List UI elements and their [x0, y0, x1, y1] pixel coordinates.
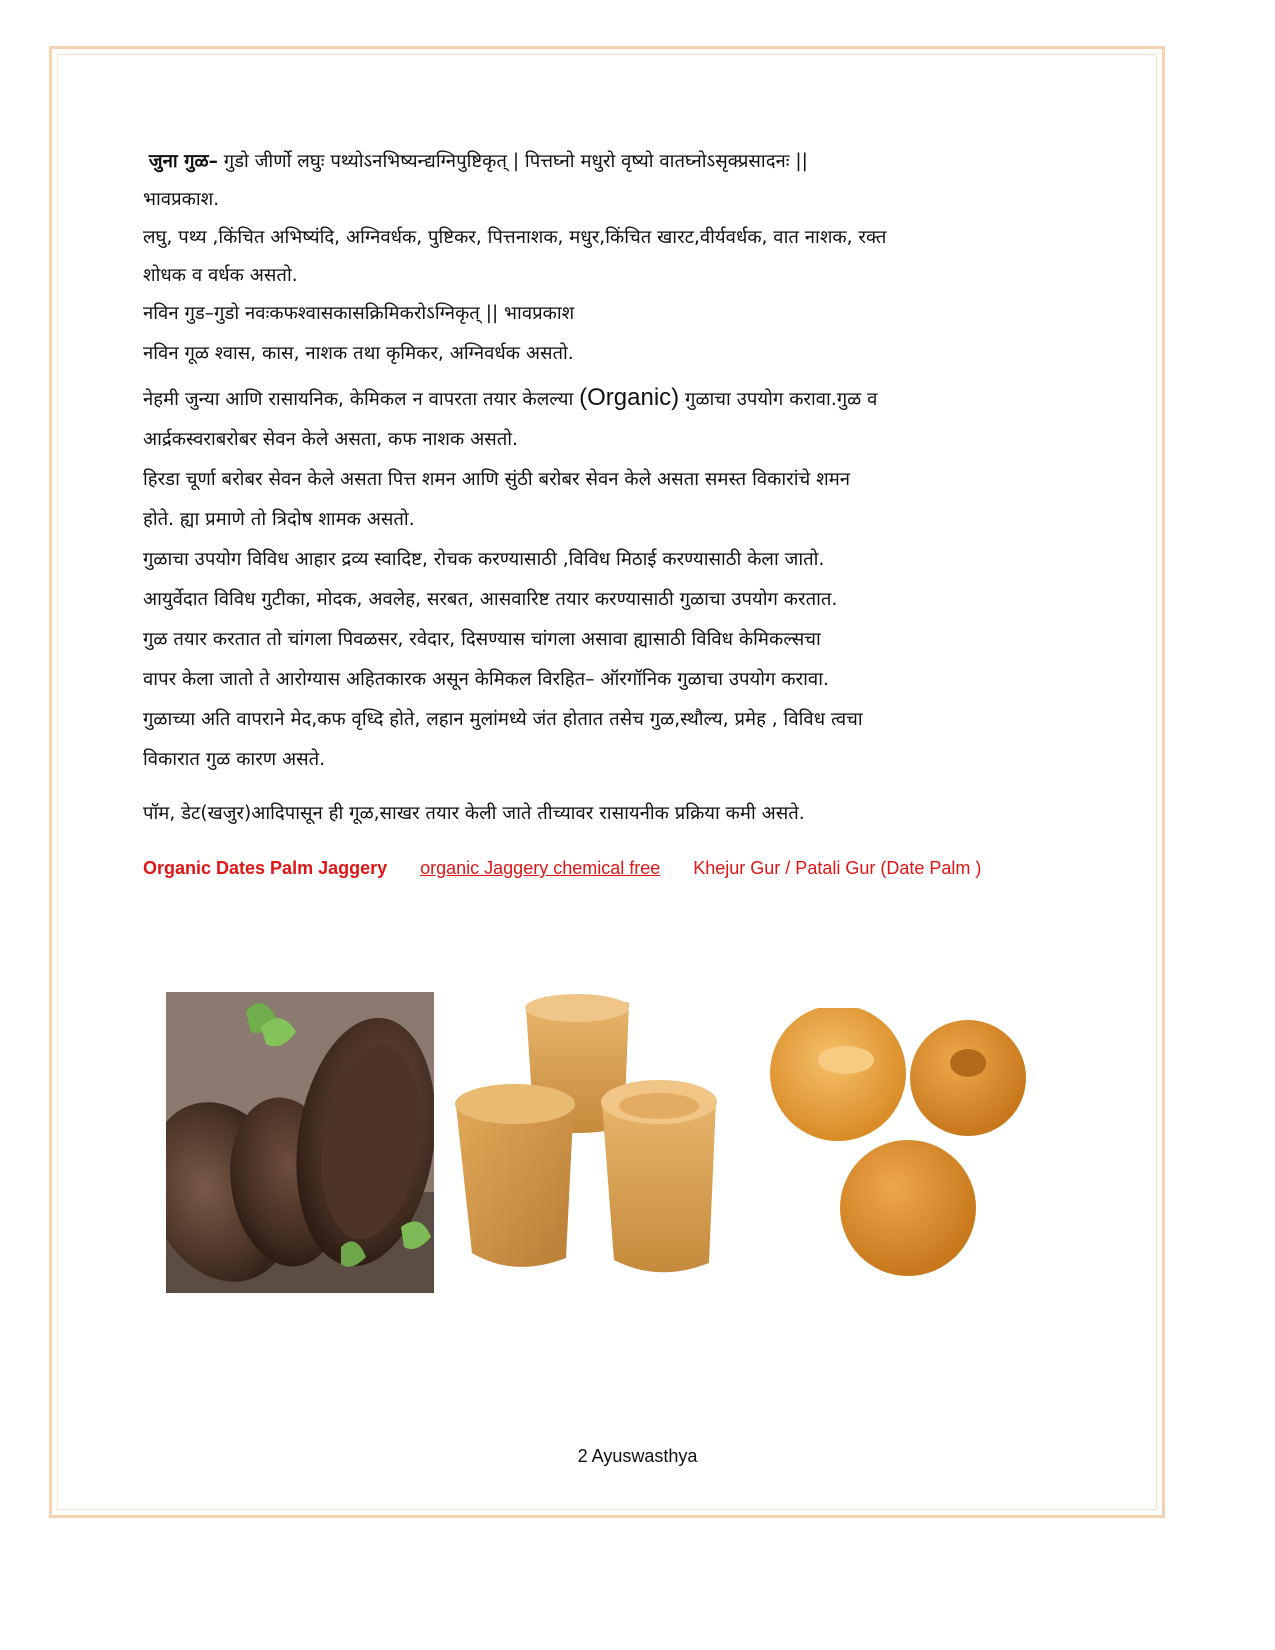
- usage-line-3: गुळ तयार करतात तो चांगला पिवळसर, रवेदार, दिसण्यास चांगला असावा ह्यासाठी विविध केमिकल्सचा: [143, 629, 821, 650]
- organic-word: (Organic): [579, 384, 680, 411]
- link-organic-jaggery-chemical-free[interactable]: organic Jaggery chemical free: [420, 858, 661, 878]
- organic-usage-line-2: आर्द्रकस्वराबरोबर सेवन केले असता, कफ नाशक असतो.: [143, 429, 518, 450]
- cane-jaggery-blocks-image: [454, 988, 754, 1283]
- paragraph-old-jaggery: [143, 142, 1078, 182]
- usage-line-4: वापर केला जातो ते आरोग्यास अहितकारक असून केमिकल विरहित– ऑरगॉनिक गुळाचा उपयोग करावा.: [143, 669, 829, 690]
- new-jaggery-properties: नविन गूळ श्वास, कास, नाशक तथा कृमिकर, अग्निवर्धक असतो.: [143, 343, 574, 364]
- usage-line-5: गुळाच्या अति वापराने मेद,कफ वृध्दि होते, लहान मुलांमध्ये जंत होतात तसेच गुळ,स्थौल्य, प्रमेह , विविध त्वचा: [143, 709, 863, 730]
- document-body: [143, 142, 1078, 882]
- new-jaggery-verse: नविन गुड–गुडो नवःकफश्वासकासक्रिमिकरोऽग्निकृत् || भावप्रकाश: [143, 303, 575, 324]
- link-khejur-gur[interactable]: Khejur Gur / Patali Gur (Date Palm ): [693, 858, 982, 878]
- links-row: [143, 854, 1078, 882]
- organic-usage-text-a: नेहमी जुन्या आणि रासायनिक, केमिकल न वापरता तयार केलल्या: [143, 389, 580, 410]
- source-bhavaprakash-1: भावप्रकाश.: [143, 189, 220, 210]
- organic-usage-text-c: गुळाचा उपयोग करावा.गुळ व: [679, 389, 878, 410]
- organic-usage-line-1: [143, 378, 1078, 420]
- link-organic-dates-palm-jaggery[interactable]: Organic Dates Palm Jaggery: [143, 858, 388, 878]
- page-footer: 2 Ayuswasthya: [577, 1446, 698, 1466]
- sanskrit-verse-old: गुडो जीर्णो लघुः पथ्योऽनभिष्यन्द्यग्निपुष्टिकृत् | पित्तघ्नो मधुरो वृष्यो वातघ्नोऽसृक्प्रसादनः ||: [217, 151, 808, 172]
- properties-line-2: शोधक व वर्धक असतो.: [143, 265, 298, 286]
- round-jaggery-balls-image: [768, 1008, 1026, 1278]
- usage-line-1: गुळाचा उपयोग विविध आहार द्रव्य स्वादिष्ट, रोचक करण्यासाठी ,विविध मिठाई करण्यासाठी केला जातो.: [143, 549, 825, 570]
- date-palm-jaggery-image: [166, 992, 434, 1293]
- usage-line-2: आयुर्वेदात विविध गुटीका, मोदक, अवलेह, सरबत, आसवारिष्ट तयार करण्यासाठी गुळाचा उपयोग करतात.: [143, 589, 838, 610]
- tridosha-line-1: हिरडा चूर्णा बरोबर सेवन केले असता पित्त शमन आणि सुंठी बरोबर सेवन केले असता समस्त विकारांचे शमन: [143, 469, 851, 490]
- heading-old-jaggery: जुना गुळ–: [148, 151, 218, 172]
- image-row: [166, 988, 1026, 1293]
- usage-line-6: विकारात गुळ कारण असते.: [143, 749, 326, 770]
- tridosha-line-2: होते. ह्या प्रमाणे तो त्रिदोष शामक असतो.: [143, 509, 415, 530]
- properties-line-1: लघु, पथ्य ,किंचित अभिष्यंदि, अग्निवर्धक, पुष्टिकर, पित्तनाशक, मधुर,किंचित खारट,वीर्यवर्धक, वात नाशक, रक्त: [143, 227, 887, 248]
- palm-date-line: पॉम, डेट(खजुर)आदिपासून ही गूळ,साखर तयार केली जाते तीच्यावर रासायनीक प्रक्रिया कमी असते.: [143, 803, 805, 824]
